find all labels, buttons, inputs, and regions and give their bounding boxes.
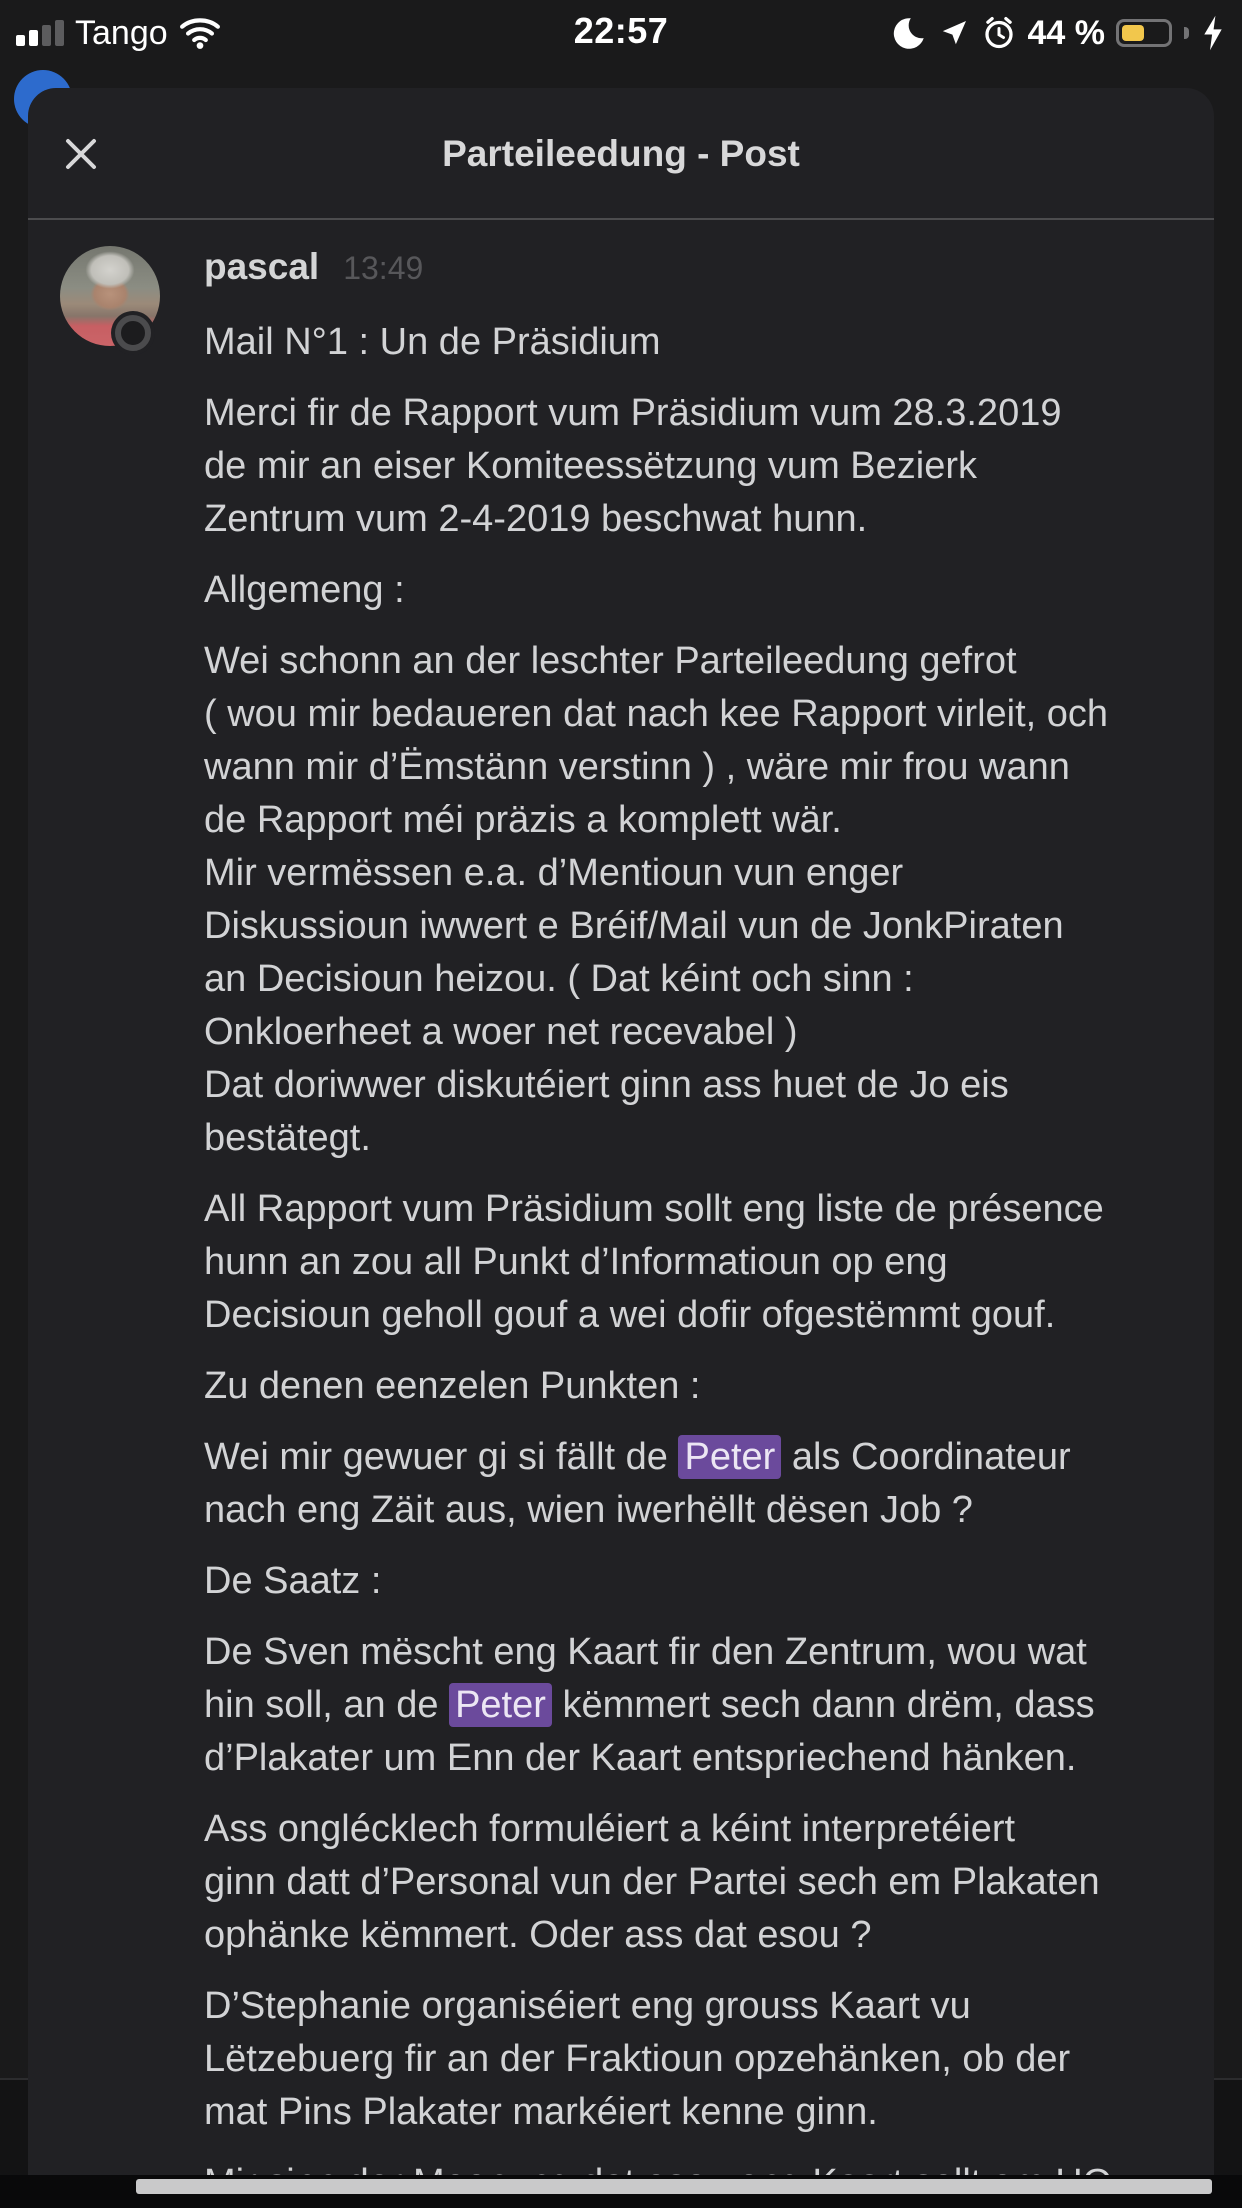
- message-line: [204, 1431, 1184, 1484]
- message-line: [204, 1679, 1184, 1732]
- close-icon: [59, 132, 103, 176]
- message-line: nach eng Zäit aus, wien iwerhëllt dësen Job ?: [204, 1489, 973, 1531]
- message-paragraph: [204, 387, 1184, 546]
- message-text: këmmert sech dann drëm, dass: [551, 1684, 1095, 1726]
- signal-strength-icon: [16, 20, 64, 46]
- message-paragraph: [204, 564, 1184, 617]
- message-line: d’Plakater um Enn der Kaart entspriechend hänken.: [204, 1737, 1077, 1779]
- message-paragraph: [204, 1626, 1184, 1785]
- message-line: Zentrum vum 2-4-2019 beschwat hunn.: [204, 498, 868, 540]
- message-line: Allgemeng :: [204, 569, 405, 611]
- message-line: Mail N°1 : Un de Präsidium: [204, 321, 661, 363]
- status-bar: [0, 0, 1242, 60]
- message-line: Onkloerheet a woer net recevabel ): [204, 1011, 798, 1053]
- message-line: De Saatz :: [204, 1560, 382, 1602]
- message-paragraph: [204, 635, 1184, 1165]
- post-modal: [28, 88, 1214, 2208]
- message-paragraph: [204, 1431, 1184, 1537]
- battery-tip: [1184, 27, 1189, 39]
- carrier-label: Tango: [75, 13, 168, 52]
- alarm-clock-icon: [981, 15, 1017, 51]
- message-line: bestätegt.: [204, 1117, 371, 1159]
- message-line: Decisioun geholl gouf a wei dofir ofgestëmmt gouf.: [204, 1294, 1056, 1336]
- message-body: [204, 316, 1184, 2208]
- moon-icon: [891, 15, 927, 51]
- message-line: Merci fir de Rapport vum Präsidium vum 28.3.2019: [204, 392, 1062, 434]
- user-mention[interactable]: Peter: [449, 1683, 552, 1727]
- message-paragraph: [204, 1803, 1184, 1962]
- clock-label: 22:57: [573, 10, 669, 51]
- message-line: ginn datt d’Personal vun der Partei sech em Plakaten: [204, 1861, 1100, 1903]
- message-line: D’Stephanie organiséiert eng grouss Kaart vu: [204, 1985, 971, 2027]
- message-line: an Decisioun heizou. ( Dat kéint och sinn :: [204, 958, 914, 1000]
- message-line: ophänke këmmert. Oder ass dat esou ?: [204, 1914, 872, 1956]
- message-paragraph: [204, 316, 1184, 369]
- post-message: [28, 220, 1214, 2208]
- message-line: Ass onglécklech formuléiert a kéint interpretéiert: [204, 1808, 1016, 1850]
- message-line: Dat doriwwer diskutéiert ginn ass huet de Jo eis: [204, 1064, 1009, 1106]
- charging-bolt-icon: [1200, 15, 1226, 51]
- message-line: De Sven mëscht eng Kaart fir den Zentrum, wou wat: [204, 1631, 1087, 1673]
- message-line: Diskussioun iwwert e Bréif/Mail vun de JonkPiraten: [204, 905, 1064, 947]
- user-mention[interactable]: Peter: [678, 1435, 781, 1479]
- author-name[interactable]: pascal: [204, 246, 320, 287]
- presence-status-ring: [115, 315, 151, 351]
- message-paragraph: [204, 1183, 1184, 1342]
- message-line: Wei schonn an der leschter Parteileedung gefrot: [204, 640, 1017, 682]
- bottom-bar: [0, 2175, 1242, 2208]
- message-text: als Coordinateur: [781, 1436, 1071, 1478]
- message-line: de Rapport méi präzis a komplett wär.: [204, 799, 842, 841]
- message-line: Mir vermëssen e.a. d’Mentioun vun enger: [204, 852, 904, 894]
- message-line: mat Pins Plakater markéiert kenne ginn.: [204, 2091, 878, 2133]
- message-text: hin soll, an de: [204, 1684, 450, 1726]
- close-button[interactable]: [59, 132, 103, 176]
- message-line: hunn an zou all Punkt d’Informatioun op eng: [204, 1241, 948, 1283]
- horizontal-scrollbar[interactable]: [136, 2179, 1212, 2194]
- message-line: ( wou mir bedaueren dat nach kee Rapport virleit, och: [204, 693, 1109, 735]
- message-line: wann mir d’Ëmstänn verstinn ) , wäre mir frou wann: [204, 746, 1070, 788]
- message-line: Lëtzebuerg fir an der Fraktioun opzehänken, ob der: [204, 2038, 1071, 2080]
- message-timestamp: 13:49: [343, 250, 424, 286]
- message-line: de mir an eiser Komiteessëtzung vum Bezierk: [204, 445, 977, 487]
- author-row: [204, 246, 1184, 290]
- message-paragraph: [204, 1980, 1184, 2139]
- location-arrow-icon: [938, 17, 970, 49]
- message-line: Zu denen eenzelen Punkten :: [204, 1365, 701, 1407]
- message-paragraph: [204, 1360, 1184, 1413]
- battery-percent: 44 %: [1027, 13, 1105, 52]
- modal-header: [28, 88, 1214, 220]
- page-title: Parteileedung - Post: [442, 133, 800, 174]
- message-text: Wei mir gewuer gi si fällt de: [204, 1436, 679, 1478]
- battery-icon: [1116, 19, 1172, 47]
- wifi-icon: [179, 17, 221, 49]
- message-line: All Rapport vum Präsidium sollt eng liste de présence: [204, 1188, 1104, 1230]
- message-paragraph: [204, 1555, 1184, 1608]
